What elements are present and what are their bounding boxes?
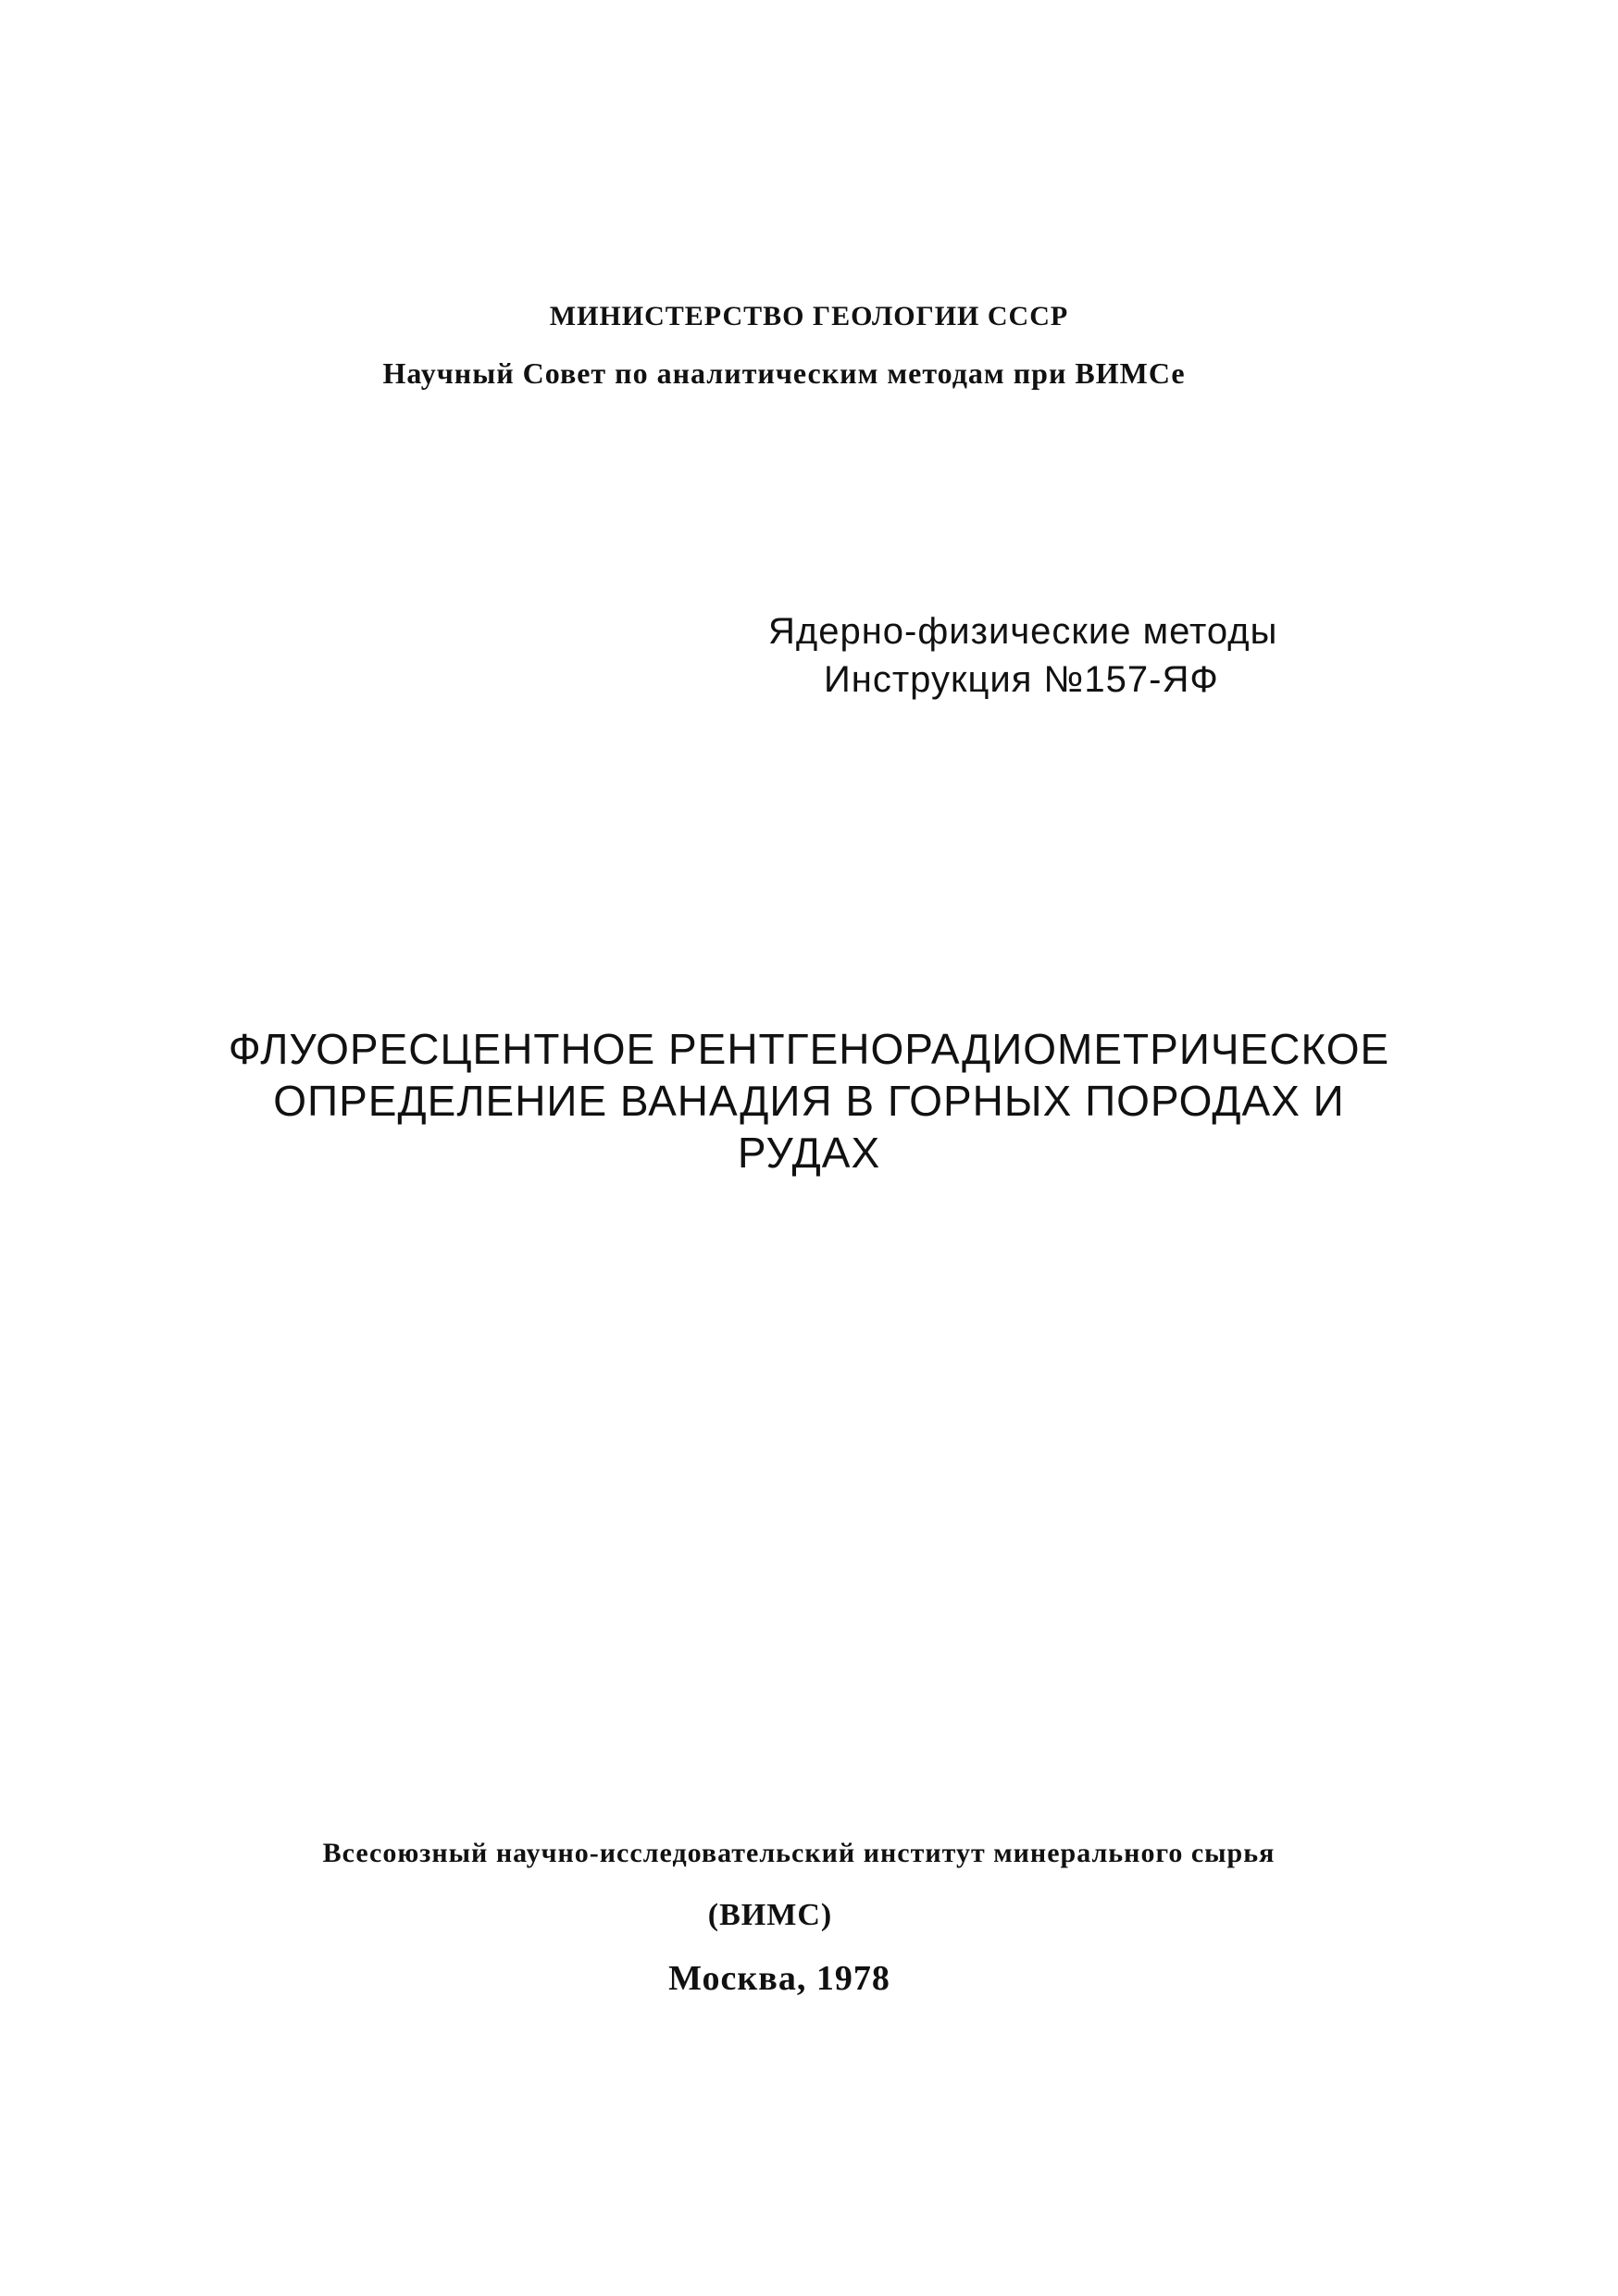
institute-abbreviation: (ВИМС): [707, 1898, 833, 1932]
title-line-1: ФЛУОРЕСЦЕНТНОЕ РЕНТГЕНОРАДИОМЕТРИЧЕСКОЕ: [228, 1025, 1390, 1073]
series-methods: Ядерно-физические методы: [768, 611, 1278, 652]
council-heading: Научный Совет по аналитическим методам при ВИМСе: [382, 356, 1186, 390]
title-line-3: РУДАХ: [737, 1129, 881, 1177]
city-year: Москва, 1978: [668, 1959, 890, 1998]
title-line-2: ОПРЕДЕЛЕНИЕ ВАНАДИЯ В ГОРНЫХ ПОРОДАХ И: [273, 1077, 1345, 1125]
ministry-heading: МИНИСТЕРСТВО ГЕОЛОГИИ СССР: [549, 301, 1069, 331]
institute-name: Всесоюзный научно-исследовательский институт минерального сырья: [322, 1838, 1276, 1868]
instruction-number: Инструкция №157-ЯФ: [824, 659, 1219, 700]
document-title: [207, 1023, 1411, 1179]
